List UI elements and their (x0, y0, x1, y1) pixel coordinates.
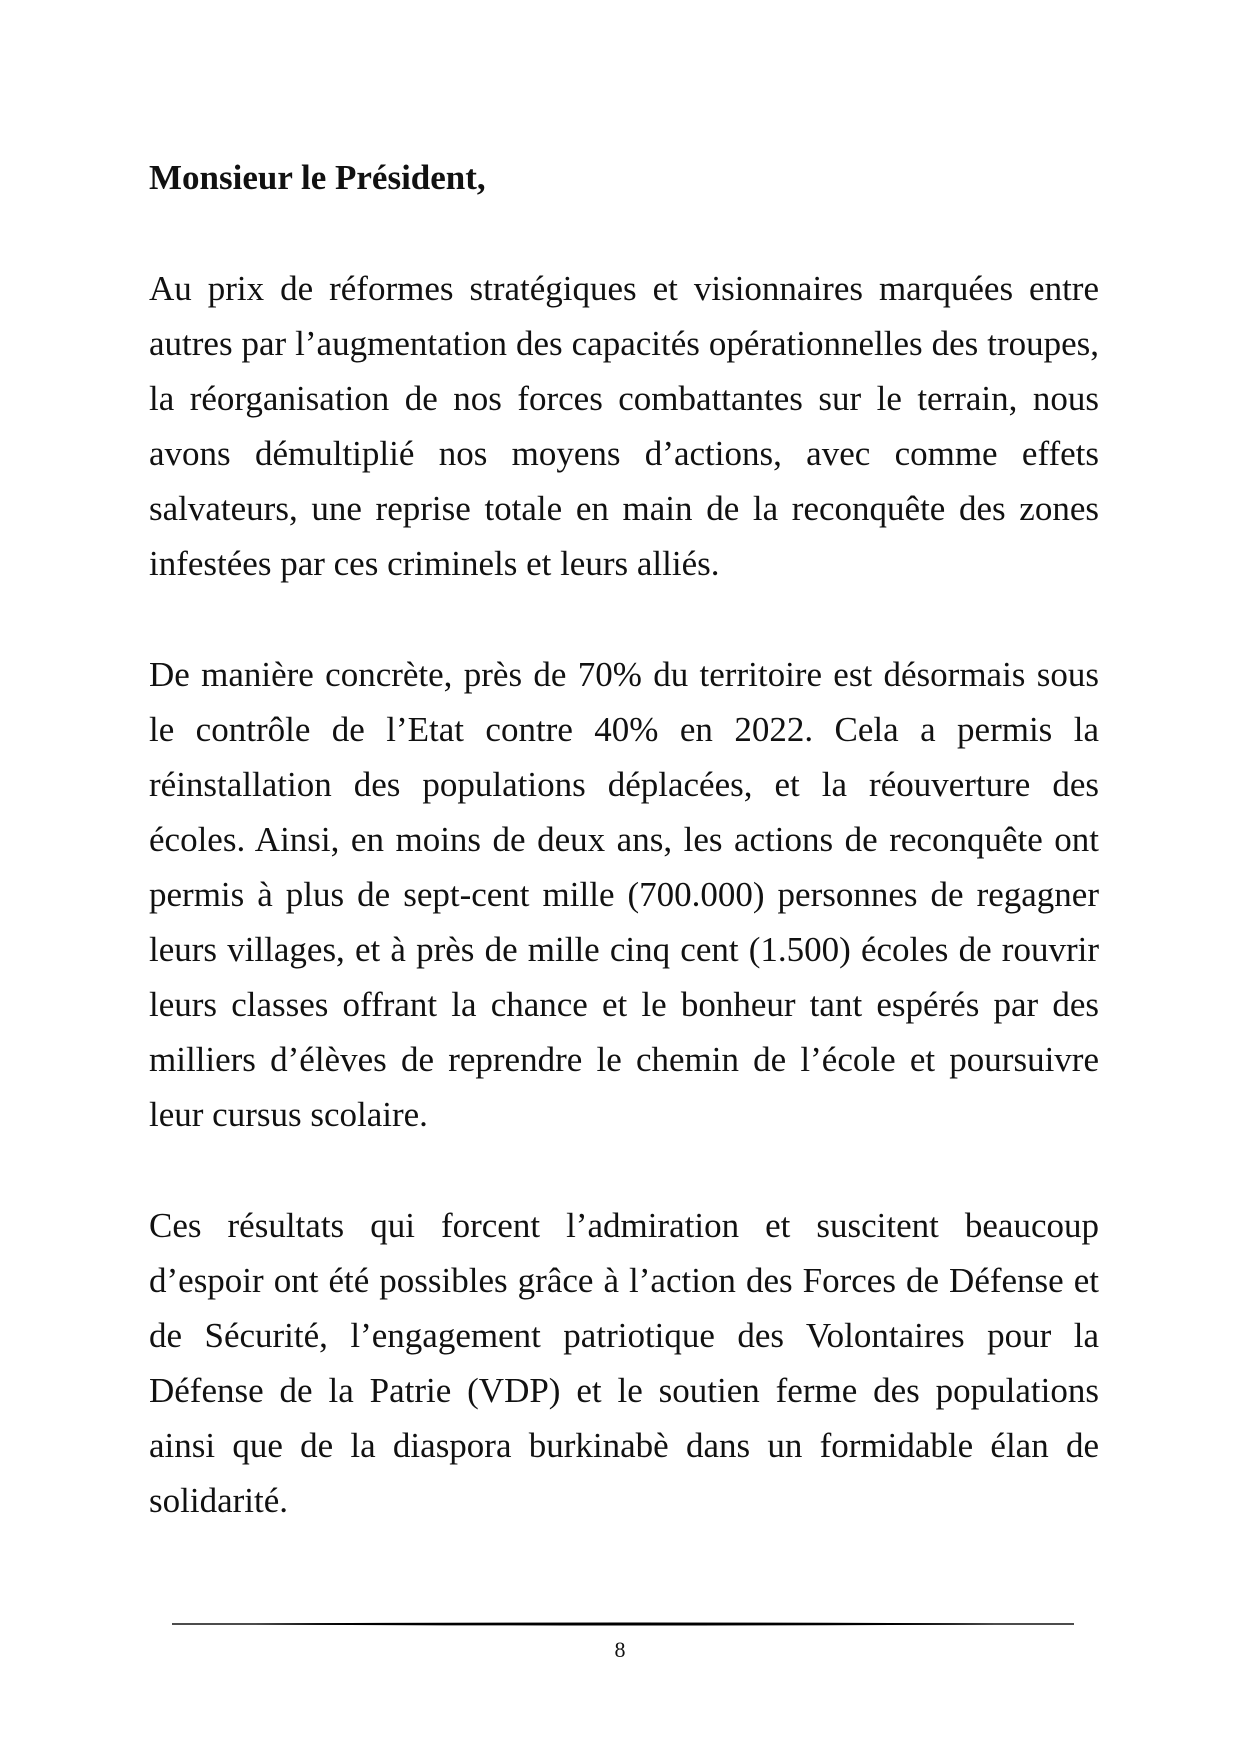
page-body (149, 150, 1099, 1528)
footer-divider (172, 1622, 1074, 1626)
paragraph-results: Ces résultats qui forcent l’admiration et suscitent beaucoup d’espoir ont été possibles grâce à l’action des Forces de Défense et de Sécurité, l’engagement patriotique des Volontaires pour la Défense de la Patrie (VDP) et le soutien ferme des populations ainsi que de la diaspora burkinabè dans un formidable élan de solidarité. (149, 1206, 1099, 1520)
salutation-heading: Monsieur le Président, (149, 158, 486, 197)
page-number: 8 (614, 1637, 626, 1662)
paragraph-reforms: Au prix de réformes stratégiques et visionnaires marquées entre autres par l’augmentation des capacités opérationnelles des troupes, la réorganisation de nos forces combattantes sur le terrain, nous avons démultiplié nos moyens d’actions, avec comme effets salvateurs, une reprise totale en main de la reconquête des zones infestées par ces criminels et leurs alliés. (149, 269, 1099, 583)
paragraph-territory-control: De manière concrète, près de 70% du territoire est désormais sous le contrôle de l’Etat contre 40% en 2022. Cela a permis la réinstallation des populations déplacées, et la réouverture des écoles. Ainsi, en moins de deux ans, les actions de reconquête ont permis à plus de sept-cent mille (700.000) personnes de regagner leurs villages, et à près de mille cinq cent (1.500) écoles de rouvrir leurs classes offrant la chance et le bonheur tant espérés par des milliers d’élèves de reprendre le chemin de l’école et poursuivre leur cursus scolaire. (149, 655, 1099, 1134)
